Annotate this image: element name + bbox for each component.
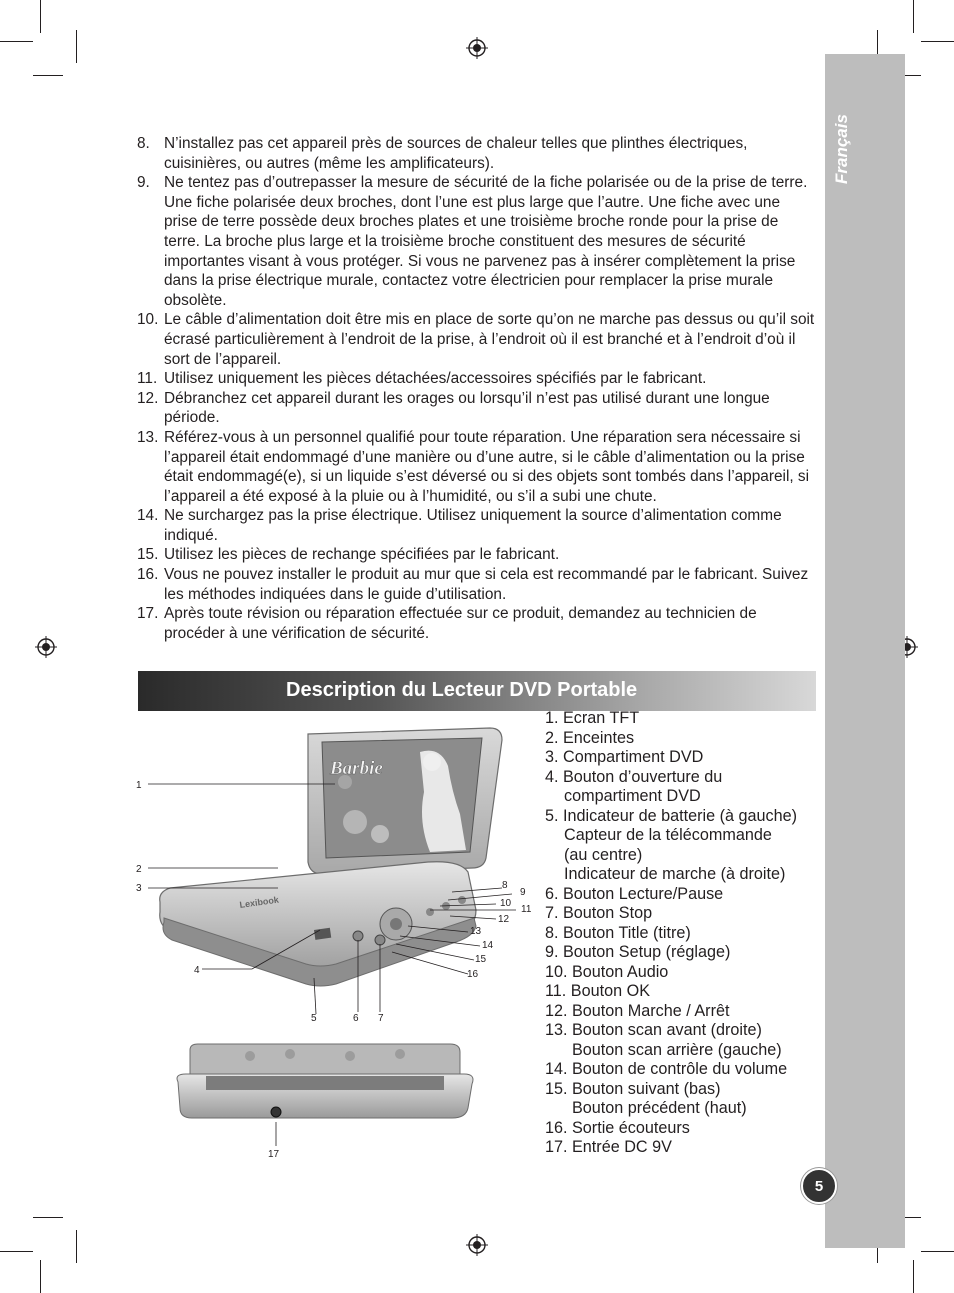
item-text: Débranchez cet appareil durant les orages ou lorsqu’il n’est pas utilisé durant une longue période. [164, 389, 770, 427]
item-number: 17. [137, 605, 159, 623]
dvd-player-illustration [130, 722, 530, 1162]
body-brand: Lexibook [238, 894, 280, 910]
callout-label: 8 [502, 880, 508, 891]
item-number: 16. [137, 566, 159, 584]
item-text: Vous ne pouvez installer le produit au mur que si cela est recommandé par le fabricant. Suivez les méthodes indiquées dans le guide d’utilisation. [164, 566, 809, 603]
crop-mark [0, 41, 33, 42]
callout-label: 1 [136, 780, 142, 791]
crop-mark [40, 1260, 41, 1293]
crop-mark [33, 75, 63, 76]
item-text: Après toute révision ou réparation effectuée sur ce produit, demandez au technicien de procéder à une vérification de sécurité. [164, 605, 757, 642]
item-number: 8. [137, 135, 150, 152]
callout-label: 16 [467, 969, 479, 980]
list-item [137, 565, 817, 604]
list-item [137, 134, 817, 173]
list-item [137, 173, 817, 310]
callout-label: 4 [194, 965, 200, 976]
list-item: 8. Bouton Title (titre) [545, 923, 691, 942]
item-number: 11. [137, 370, 158, 388]
callout-label: 10 [500, 898, 512, 909]
list-item: 11. Bouton OK [545, 982, 650, 1000]
crop-mark [40, 0, 41, 33]
callout-label: 15 [475, 954, 487, 965]
list-item: 5. Indicateur de batterie (à gauche) [545, 806, 797, 825]
callout-label: 6 [353, 1013, 359, 1024]
item-text: Utilisez les pièces de rechange spécifiées par le fabricant. [164, 546, 560, 564]
callout-label: 9 [520, 887, 526, 898]
item-text: Ne tentez pas d’outrepasser la mesure de sécurité de la fiche polarisée ou de la prise de terre. Une fiche polarisée deux broches, dont l’une est plus large que l’autre. Une fiche avec une prise de terre possède deux broches plates et une troisième broche ronde pour la prise de terre. La broche plus large et la troisième broche constituent des mesures de sécurité importantes visant à vous protéger. Si vous ne parvenez pas à insérer complètement la prise dans la prise électrique murale, contactez votre électricien pour remplacer la prise murale obsolète. [164, 174, 808, 309]
list-item [137, 369, 817, 389]
crop-mark [0, 1251, 33, 1252]
list-item: 4. Bouton d’ouverture du [545, 767, 723, 786]
item-number: 13. [137, 428, 159, 446]
callout-label: 17 [268, 1149, 280, 1160]
list-item: 13. Bouton scan avant (droite) [545, 1021, 762, 1039]
player-base [160, 862, 476, 978]
crop-mark [33, 1217, 63, 1218]
registration-mark-icon [466, 1234, 488, 1256]
list-item: (au centre) [564, 845, 643, 864]
list-item: 15. Bouton suivant (bas) [545, 1079, 721, 1098]
list-item [137, 310, 817, 369]
item-number: 15. [137, 546, 159, 564]
list-item: Bouton scan arrière (gauche) [572, 1040, 782, 1059]
crop-mark [921, 41, 954, 42]
list-item: 10. Bouton Audio [545, 962, 669, 981]
callout-label: 12 [498, 914, 510, 925]
list-item: 16. Sortie écouteurs [545, 1118, 690, 1137]
item-number: 14. [137, 507, 159, 525]
list-item [137, 506, 817, 545]
language-sidebar [825, 54, 905, 1248]
item-text: N’installez pas cet appareil près de sources de chaleur telles que plinthes électriques, cuisinières, ou autres (même les amplificateurs). [164, 135, 748, 172]
list-item: 14. Bouton de contrôle du volume [545, 1060, 788, 1078]
item-number: 9. [137, 174, 150, 192]
list-item: Capteur de la télécommande [564, 826, 772, 844]
callout-label: 11 [521, 904, 532, 915]
item-number: 10. [137, 311, 159, 329]
list-item: 1. Ecran TFT [545, 709, 640, 727]
list-item [137, 545, 817, 565]
crop-mark [921, 1251, 954, 1252]
registration-mark-icon [35, 636, 57, 658]
list-item: Indicateur de marche (à droite) [564, 865, 786, 883]
callout-label: 2 [136, 864, 142, 875]
callout-label: 5 [311, 1013, 317, 1024]
list-item: compartiment DVD [564, 787, 701, 805]
callout-label: 3 [136, 883, 142, 894]
list-item [137, 604, 817, 643]
page-number: 5 [801, 1168, 837, 1204]
safety-instructions-list [137, 134, 817, 643]
callout-label: 13 [470, 926, 482, 937]
section-banner [138, 671, 816, 711]
section-title: Description du Lecteur DVD Portable [286, 679, 638, 701]
crop-mark [913, 0, 914, 33]
crop-mark [913, 1260, 914, 1293]
list-item: 7. Bouton Stop [545, 904, 653, 922]
item-text: Ne surchargez pas la prise électrique. Utilisez uniquement la source d’alimentation comme indiqué. [164, 507, 782, 544]
item-text: Référez-vous à un personnel qualifié pour toute réparation. Une réparation sera nécessaire si l’appareil était endommagé d’une manière ou d’une autre, si le câble d’alimentation ou la prise était endommagé(e), si un liquide s’est déversé ou si des objets sont tombés dans l’appareil, si l’appareil a été exposé à la pluie ou à l’humidité, ou s’il a subi une chute. [164, 428, 810, 505]
crop-mark [76, 1230, 77, 1263]
registration-mark-icon [466, 37, 488, 59]
screen-logo: Barbie [330, 758, 383, 779]
language-label: Français [832, 114, 851, 184]
callout-label: 14 [482, 940, 494, 951]
item-number: 12. [137, 389, 159, 407]
list-item: Bouton précédent (haut) [572, 1099, 747, 1117]
list-item [137, 428, 817, 506]
item-text: Utilisez uniquement les pièces détachées/accessoires spécifiés par le fabricant. [164, 370, 707, 388]
item-text: Le câble d’alimentation doit être mis en place de sorte qu’on ne marche pas dessus ou qu’il soit écrasé particulièrement à l’endroit de la prise, à l’endroit où il est branché et à l’endroit d’où il sort de l’appareil. [164, 311, 815, 368]
list-item [137, 389, 817, 428]
list-item: 3. Compartiment DVD [545, 748, 704, 766]
list-item: 12. Bouton Marche / Arrêt [545, 1001, 730, 1020]
list-item: 6. Bouton Lecture/Pause [545, 884, 724, 903]
callout-label: 7 [378, 1013, 384, 1024]
crop-mark [76, 30, 77, 63]
player-side-view [177, 1044, 473, 1118]
list-item: 9. Bouton Setup (réglage) [545, 943, 731, 961]
list-item: 2. Enceintes [545, 728, 635, 747]
list-item: 17. Entrée DC 9V [545, 1138, 672, 1156]
parts-list [545, 709, 825, 1158]
